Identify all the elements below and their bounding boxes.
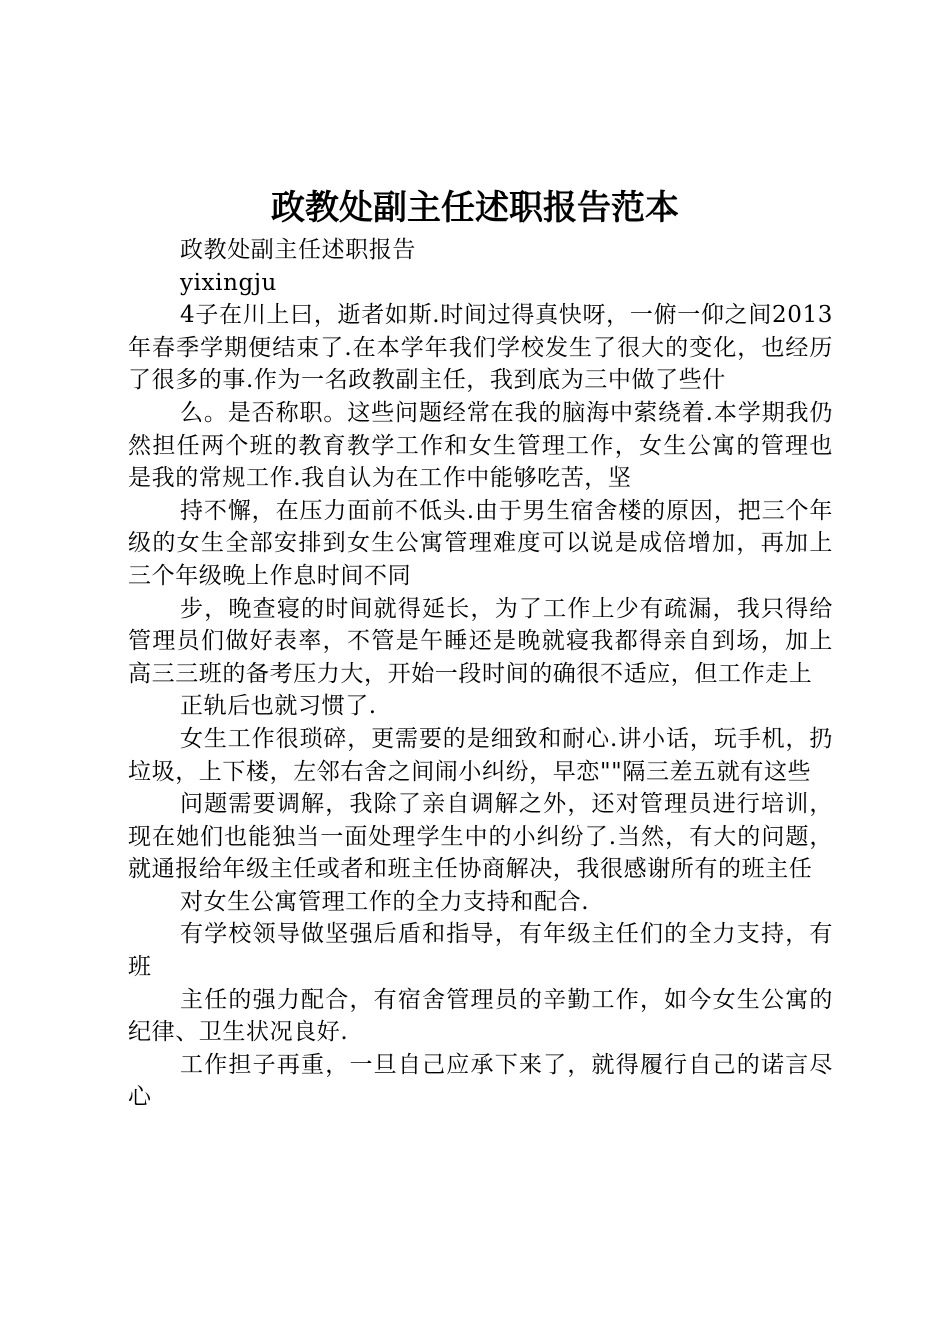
paragraph: yixingju [180, 269, 277, 296]
paragraph: 步，晚查寝的时间就得延长，为了工作上少有疏漏，我只得给管理员们做好表率，不管是午睡还是晚就寝我都得亲自到场，加上高三三班的备考压力大，开始一段时间的确很不适应，但工作走上 [128, 595, 833, 687]
paragraph: 正轨后也就习惯了. [180, 693, 377, 720]
paragraph: 问题需要调解，我除了亲自调解之外，还对管理员进行培训，现在她们也能独当一面处理学生中的小纠纷了.当然，有大的问题，就通报给年级主任或者和班主任协商解决，我很感谢所有的班主任 [128, 791, 833, 883]
document-title: 政教处副主任述职报告范本 [271, 188, 679, 228]
paragraph: 对女生公寓管理工作的全力支持和配合. [180, 888, 590, 915]
paragraph: 有学校领导做坚强后盾和指导，有年级主任们的全力支持，有班 [128, 921, 833, 981]
paragraph: 政教处副主任述职报告 [180, 237, 416, 263]
document-body [128, 234, 833, 1114]
paragraph: 么。是否称职。这些问题经常在我的脑海中萦绕着.本学期我仍然担任两个班的教育教学工作和女生管理工作，女生公寓的管理也是我的常规工作.我自认为在工作中能够吃苦，坚 [128, 399, 833, 492]
paragraph: 女生工作很琐碎，更需要的是细致和耐心.讲小话，玩手机，扔垃圾，上下楼，左邻右舍之间闹小纠纷，早恋""隔三差五就有这些 [128, 725, 833, 785]
paragraph: 主任的强力配合，有宿舍管理员的辛勤工作，如今女生公寓的纪律、卫生状况良好. [128, 986, 833, 1046]
paragraph: 4子在川上曰，逝者如斯.时间过得真快呀，一俯一仰之间2013年春季学期便结束了.在本学年我们学校发生了很大的变化，也经历了很多的事.作为一名政教副主任，我到底为三中做了些什 [128, 302, 833, 394]
paragraph: 持不懈，在压力面前不低头.由于男生宿舍楼的原因，把三个年级的女生全部安排到女生公寓管理难度可以说是成倍增加，再加上三个年级晚上作息时间不同 [128, 497, 833, 589]
paragraph: 工作担子再重，一旦自己应承下来了，就得履行自己的诺言尽心 [128, 1051, 833, 1111]
